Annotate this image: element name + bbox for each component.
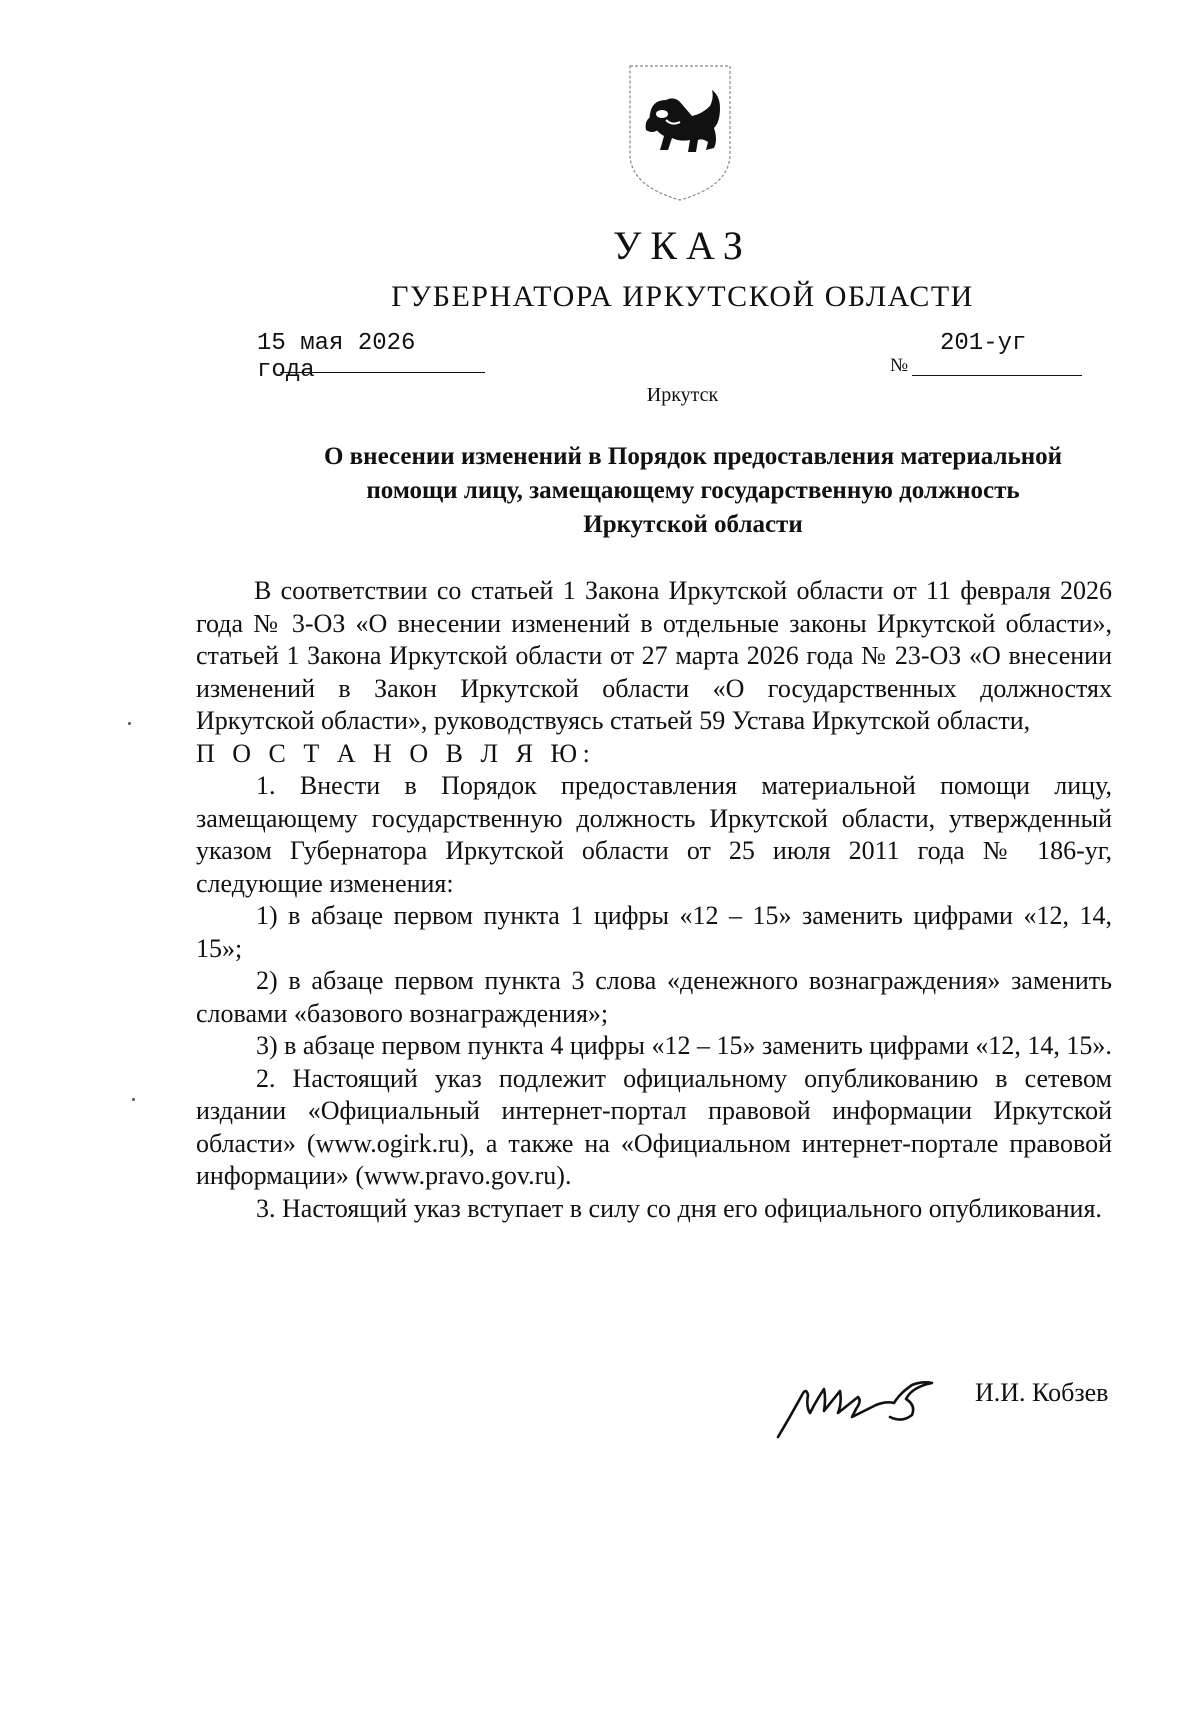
item-paragraph: 3. Настоящий указ вступает в силу со дня его официального опубликования. [256,1193,1102,1223]
resolve-heading: П О С Т А Н О В Л Я Ю: [196,738,596,768]
issuer-title: ГУБЕРНАТОРА ИРКУТСКОЙ ОБЛАСТИ [391,280,974,313]
title-line: помощи лицу, замещающему государственную должность [366,477,1020,504]
decree-body [196,575,1112,1225]
signer-name: И.И. Кобзев [975,1378,1109,1407]
date-underline [280,372,485,373]
item-paragraph: 2) в абзаце первом пункта 3 слова «денежного вознаграждения» заменить словами «базового вознаграждения»; [196,966,1112,1028]
title-line: Иркутской области [583,511,803,538]
number-sign: № [890,355,909,376]
handwritten-signature [772,1365,942,1445]
coat-of-arms-icon [622,56,738,204]
preamble-paragraph: В соответствии со статьей 1 Закона Иркутской области от 11 февраля 2026 года № 3-ОЗ «О внесении изменений в отдельные законы Иркутской области», статьей 1 Закона Иркутской области от 27 марта 2026 года № 23-ОЗ «О внесении изменений в Закон Иркутской области «О государственных должностях Иркутской области», руководствуясь статьей 59 Устава Иркутской области, [196,576,1112,735]
decree-date: 15 мая 2026 года [257,330,416,384]
decree-title [268,440,1118,542]
title-line: О внесении изменений в Порядок предоставления материальной [323,443,1063,470]
item-paragraph: 2. Настоящий указ подлежит официальному опубликованию в сетевом издании «Официальный интернет-портал правовой информации Иркутской области» (www.ogirk.ru), а также на «Официальном интернет-портале правовой информации» (www.pravo.gov.ru). [196,1063,1112,1190]
item-paragraph: 1) в абзаце первом пункта 1 цифры «12 – 15» заменить цифрами «12, 14, 15»; [196,901,1112,963]
item-paragraph: 1. Внести в Порядок предоставления материальной помощи лицу, замещающему государственную должность Иркутской области, утвержденный указом Губернатора Иркутской области от 25 июля 2011 года № 186-уг, следующие изменения: [196,771,1112,898]
city: Иркутск [646,384,719,406]
scan-speck [132,1098,135,1101]
scan-speck [128,722,131,725]
decree-number: 201-уг [940,330,1027,357]
number-underline [912,375,1082,376]
document-type: УКАЗ [613,223,752,268]
item-paragraph: 3) в абзаце первом пункта 4 цифры «12 – 15» заменить цифрами «12, 14, 15». [256,1031,1112,1060]
